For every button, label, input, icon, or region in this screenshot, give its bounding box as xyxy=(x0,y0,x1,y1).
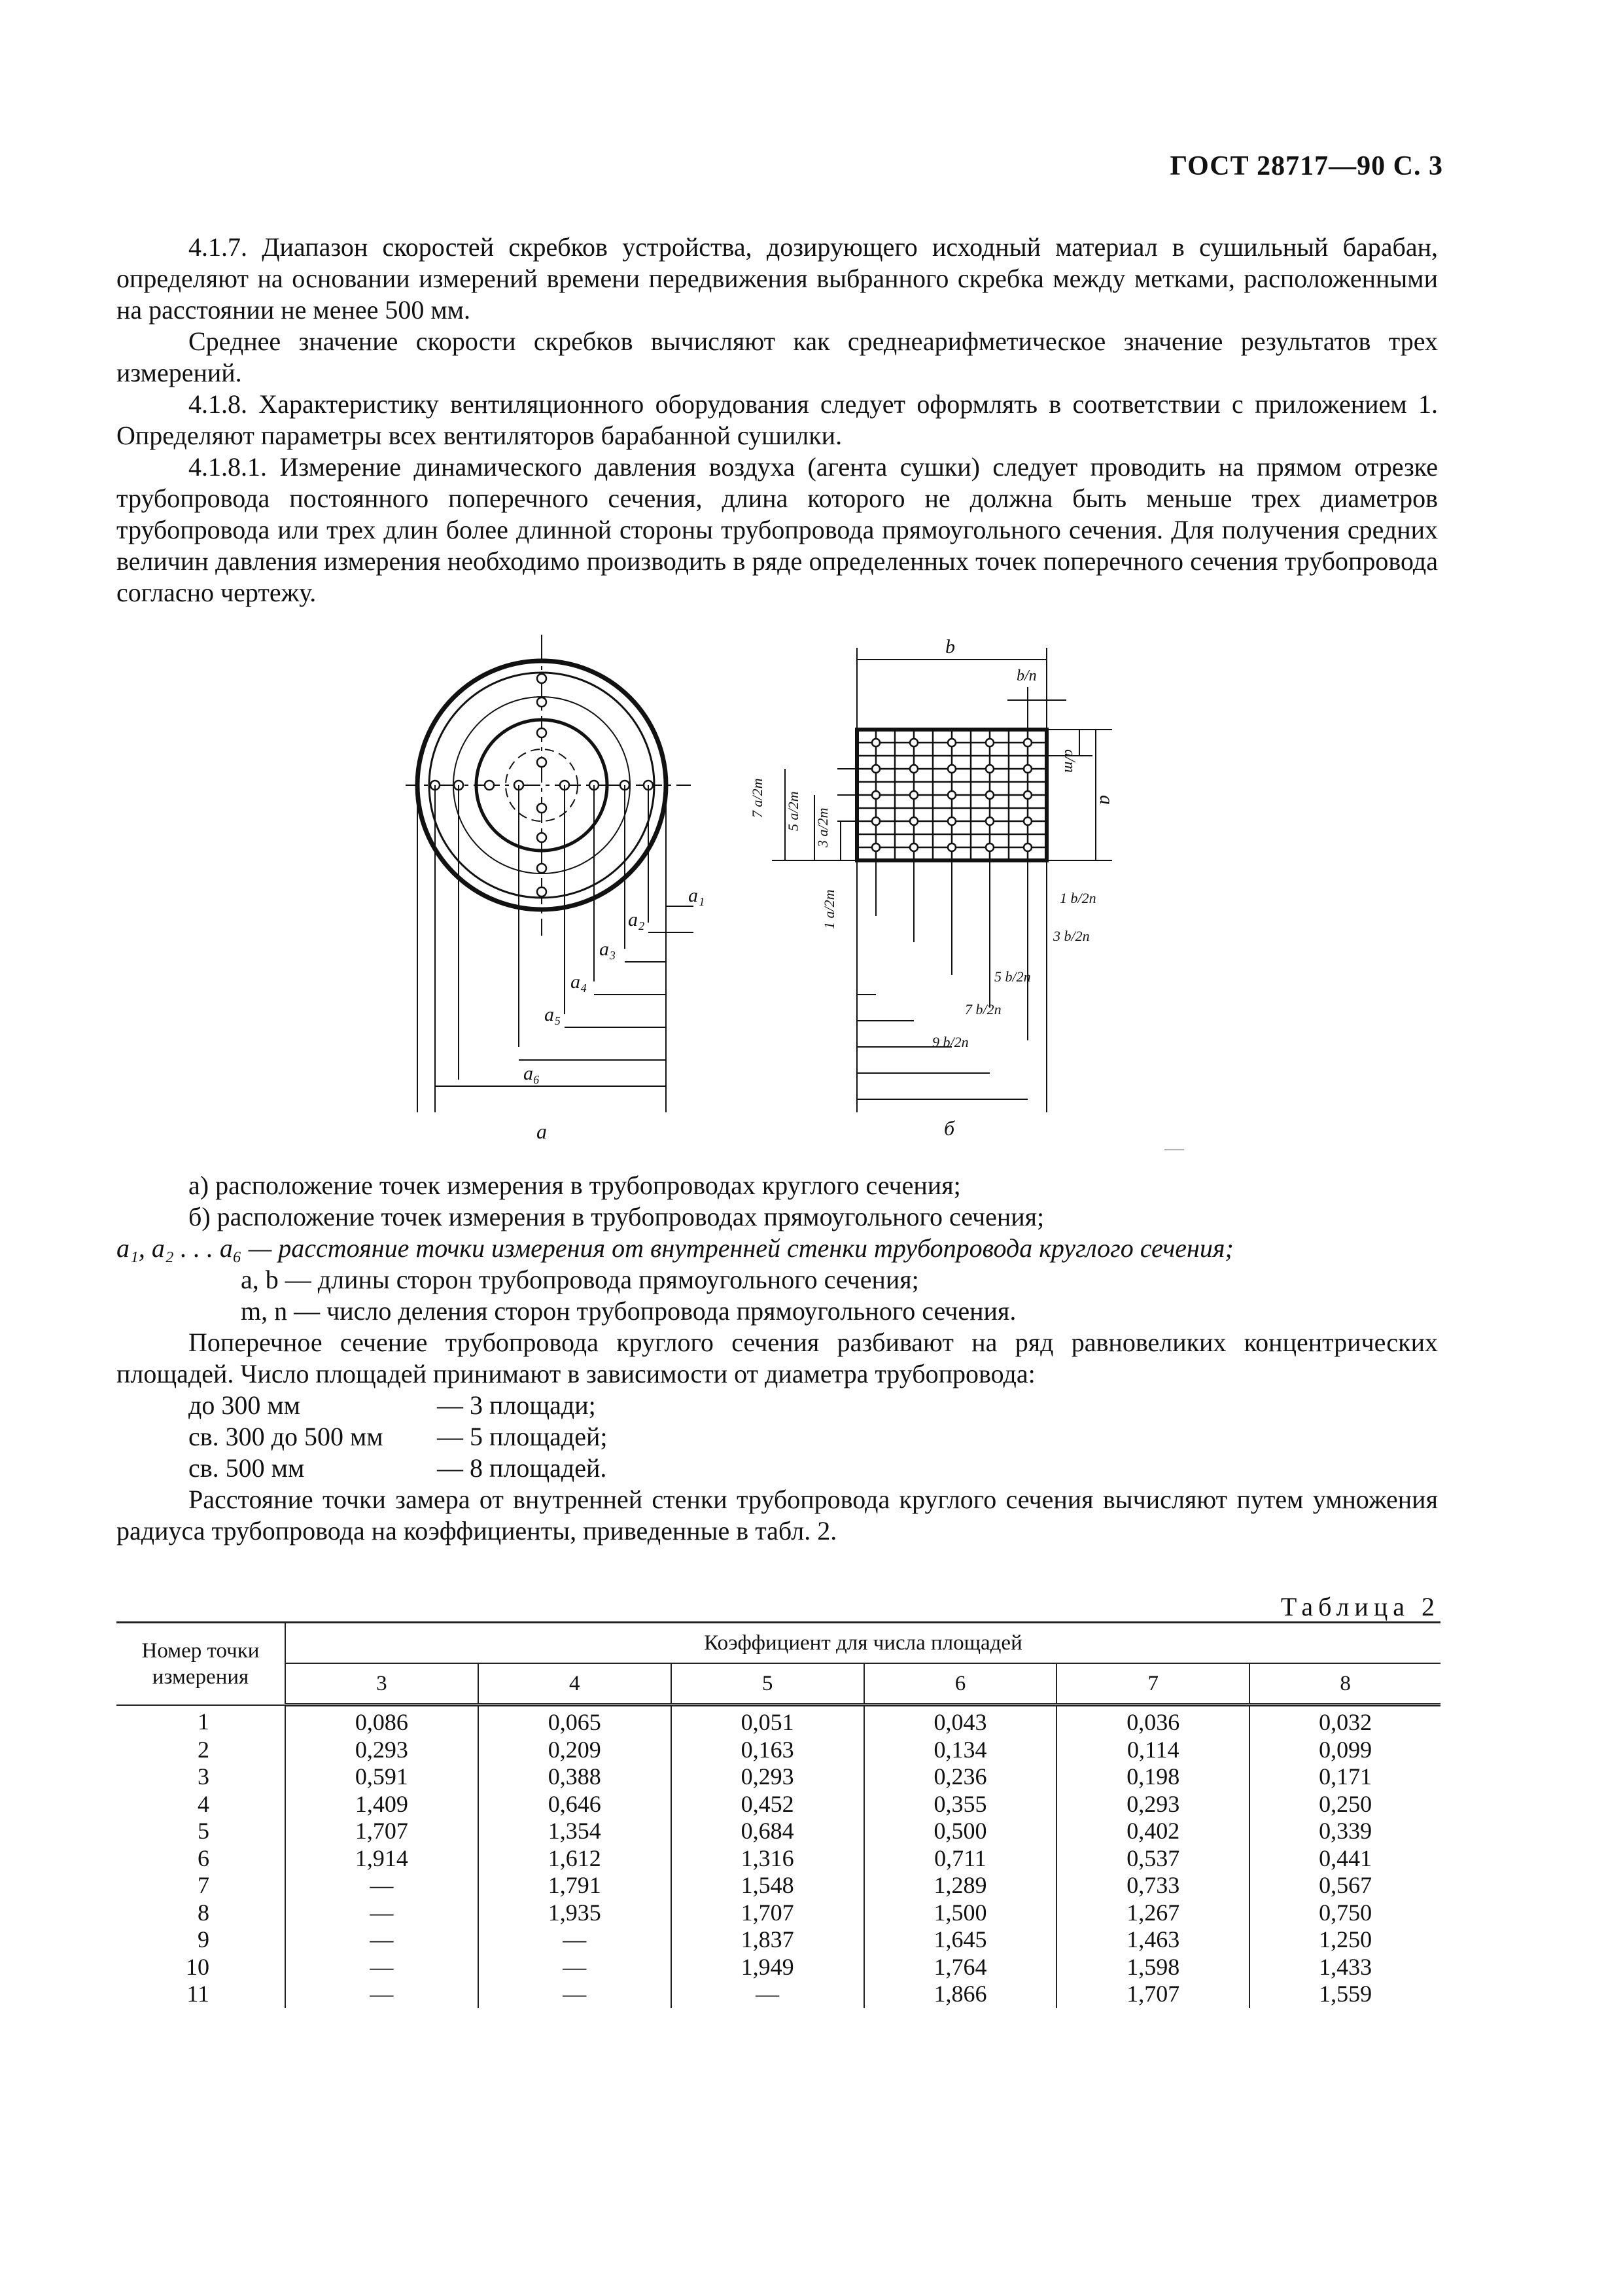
coefficient-cell: 0,388 xyxy=(478,1763,671,1791)
coefficient-cell: — xyxy=(478,1981,671,2008)
header-col: 6 xyxy=(864,1663,1057,1705)
legend-ab: a, b — длины сторон трубопровода прямоугольного сечения; xyxy=(241,1265,919,1294)
coefficient-cell: 1,764 xyxy=(864,1954,1057,1981)
coefficient-cell: 1,791 xyxy=(478,1872,671,1899)
coefficient-cell: 0,134 xyxy=(864,1737,1057,1764)
table-body xyxy=(116,1705,1440,2008)
table-row xyxy=(116,1818,1440,1845)
header-col: 7 xyxy=(1056,1663,1249,1705)
label-a: а xyxy=(536,1120,547,1143)
intro-text xyxy=(116,232,1438,609)
paragraph-4-1-8-1: 4.1.8.1. Измерение динамического давления воздуха (агента сушки) следует проводить на прямом отрезке трубопровода постоянного поперечного сечения, длина которого не должна быть меньше трех диаметров трубопровода или трех длин более длинной стороны трубопровода прямоугольного сечения. Для получения средних величин давления измерения необходимо производить в ряде определенных точек поперечного сечения трубопровода согласно чертежу. xyxy=(116,452,1438,607)
coefficient-cell: 0,537 xyxy=(1056,1845,1249,1873)
point-number-cell: 2 xyxy=(116,1737,285,1764)
coefficient-cell: 0,591 xyxy=(285,1763,478,1791)
coefficient-cell: — xyxy=(671,1981,864,2008)
coefficient-cell: 0,711 xyxy=(864,1845,1057,1873)
table-row xyxy=(116,1926,1440,1954)
label-5b-2n: 5 b/2n xyxy=(994,968,1031,985)
coefficients-table xyxy=(116,1621,1440,2008)
label-b: б xyxy=(944,1116,955,1140)
coefficient-cell: 0,452 xyxy=(671,1791,864,1818)
coefficient-cell: 1,645 xyxy=(864,1926,1057,1954)
label-top-b: b xyxy=(945,636,955,658)
coefficient-cell: 0,209 xyxy=(478,1737,671,1764)
coefficient-cell: 1,559 xyxy=(1249,1981,1440,2008)
coefficient-cell: 0,114 xyxy=(1056,1737,1249,1764)
table-row xyxy=(116,1737,1440,1764)
header-col: 5 xyxy=(671,1663,864,1705)
header-col: 3 xyxy=(285,1663,478,1705)
coefficient-cell: 0,043 xyxy=(864,1705,1057,1737)
rectangular-section xyxy=(749,636,1117,1140)
point-number-cell: 5 xyxy=(116,1818,285,1845)
label-a-over-m: a/m xyxy=(1061,749,1078,773)
coefficient-cell: — xyxy=(285,1926,478,1954)
label-1a-2m: 1 a/2m xyxy=(821,889,837,929)
measurement-points-drawing xyxy=(406,628,1191,1145)
header-coefficient-group: Коэффициент для числа площадей xyxy=(285,1623,1440,1664)
svg-text:a₅: a₅ xyxy=(544,1004,561,1025)
coefficient-cell: 0,733 xyxy=(1056,1872,1249,1899)
header-col: 8 xyxy=(1249,1663,1440,1705)
coefficient-cell: 0,293 xyxy=(1056,1791,1249,1818)
point-number-cell: 4 xyxy=(116,1791,285,1818)
table-row xyxy=(116,1763,1440,1791)
label-5a-2m: 5 a/2m xyxy=(785,791,801,831)
coefficient-cell: 0,441 xyxy=(1249,1845,1440,1873)
distance-paragraph-block xyxy=(116,1484,1438,1547)
coefficient-cell: 1,707 xyxy=(285,1818,478,1845)
coefficient-cell: 0,171 xyxy=(1249,1763,1440,1791)
label-1b-2n: 1 b/2n xyxy=(1060,890,1096,906)
legend xyxy=(116,1170,1438,1327)
coefficient-cell: 0,567 xyxy=(1249,1872,1440,1899)
coefficient-cell: 1,354 xyxy=(478,1818,671,1845)
coefficient-cell: 0,339 xyxy=(1249,1818,1440,1845)
paragraph-4-1-7: 4.1.7. Диапазон скоростей скребков устройства, дозирующего исходный материал в сушильный барабан, определяют на основании измерений времени передвижения выбранного скребка между метками, расположенными на расстоянии не менее 500 мм. xyxy=(116,232,1438,325)
circle-dimension-labels xyxy=(523,885,705,1084)
coefficient-cell: 0,646 xyxy=(478,1791,671,1818)
ranges-list xyxy=(188,1390,1510,1484)
coefficient-cell: 1,837 xyxy=(671,1926,864,1954)
coefficient-cell: 0,684 xyxy=(671,1818,864,1845)
coefficient-cell: 1,250 xyxy=(1249,1926,1440,1954)
split-paragraph-block xyxy=(116,1327,1438,1390)
paragraph-split: Поперечное сечение трубопровода круглого сечения разбивают на ряд равновеликих концентрических площадей. Число площадей принимают в зависимости от диаметра трубопровода: xyxy=(116,1328,1438,1388)
coefficient-cell: — xyxy=(478,1926,671,1954)
label-a1: a₁ xyxy=(688,885,705,906)
label-side-a: a xyxy=(1096,795,1117,805)
coefficient-cell: 1,289 xyxy=(864,1872,1057,1899)
coefficient-cell: 1,914 xyxy=(285,1845,478,1873)
header-col: 4 xyxy=(478,1663,671,1705)
circle-points xyxy=(430,674,653,896)
table-row xyxy=(116,1872,1440,1899)
coefficient-cell: 1,598 xyxy=(1056,1954,1249,1981)
point-number-cell: 9 xyxy=(116,1926,285,1954)
coefficient-cell: 1,612 xyxy=(478,1845,671,1873)
table-row xyxy=(116,1954,1440,1981)
table-title: Таблица 2 xyxy=(1280,1592,1440,1621)
coefficient-cell: 1,949 xyxy=(671,1954,864,1981)
coefficient-cell: — xyxy=(285,1899,478,1927)
coefficient-cell: 0,500 xyxy=(864,1818,1057,1845)
coefficient-cell: 0,293 xyxy=(671,1763,864,1791)
coefficient-cell: 1,500 xyxy=(864,1899,1057,1927)
coefficient-cell: — xyxy=(285,1981,478,2008)
page-header: ГОСТ 28717—90 С. 3 xyxy=(1170,151,1443,181)
coefficient-cell: — xyxy=(285,1872,478,1899)
coefficient-cell: 0,250 xyxy=(1249,1791,1440,1818)
label-7b-2n: 7 b/2n xyxy=(965,1001,1002,1017)
paragraph-mean-speed: Среднее значение скорости скребков вычисляют как среднеарифметическое значение результатов трех измерений. xyxy=(116,327,1438,387)
coefficient-cell: 0,051 xyxy=(671,1705,864,1737)
point-number-cell: 7 xyxy=(116,1872,285,1899)
coefficient-cell: 1,267 xyxy=(1056,1899,1249,1927)
point-number-cell: 8 xyxy=(116,1899,285,1927)
table-row xyxy=(116,1981,1440,2008)
coefficient-cell: 1,707 xyxy=(1056,1981,1249,2008)
table-row xyxy=(116,1705,1440,1737)
label-7a-2m: 7 a/2m xyxy=(749,778,765,818)
coefficient-cell: 1,463 xyxy=(1056,1926,1249,1954)
coefficient-cell: 0,355 xyxy=(864,1791,1057,1818)
coefficient-cell: 0,750 xyxy=(1249,1899,1440,1927)
coefficient-cell: 0,032 xyxy=(1249,1705,1440,1737)
range-row: св. 500 мм — 8 площадей. xyxy=(188,1453,607,1483)
coefficient-cell: 0,036 xyxy=(1056,1705,1249,1737)
coefficient-cell: 0,236 xyxy=(864,1763,1057,1791)
table-row xyxy=(116,1791,1440,1818)
coefficient-cell: 1,548 xyxy=(671,1872,864,1899)
coefficient-cell: 1,316 xyxy=(671,1845,864,1873)
coefficient-cell: 1,409 xyxy=(285,1791,478,1818)
legend-b: б) расположение точек измерения в трубопроводах прямоугольного сечения; xyxy=(188,1202,1045,1231)
coefficient-cell: 1,707 xyxy=(671,1899,864,1927)
coefficient-cell: — xyxy=(285,1954,478,1981)
label-9b-2n: 9 b/2n xyxy=(932,1034,969,1050)
point-number-cell: 6 xyxy=(116,1845,285,1873)
coefficient-cell: 0,402 xyxy=(1056,1818,1249,1845)
point-number-cell: 10 xyxy=(116,1954,285,1981)
table-row xyxy=(116,1845,1440,1873)
svg-text:a₃: a₃ xyxy=(599,938,616,960)
coefficient-cell: 1,866 xyxy=(864,1981,1057,2008)
coefficient-cell: 0,163 xyxy=(671,1737,864,1764)
header-point-number: Номер точки измерения xyxy=(116,1623,285,1705)
coefficient-cell: 1,433 xyxy=(1249,1954,1440,1981)
coefficient-cell: — xyxy=(478,1954,671,1981)
paragraph-distance: Расстояние точки замера от внутренней стенки трубопровода круглого сечения вычисляют путем умножения радиуса трубопровода на коэффициенты, приведенные в табл. 2. xyxy=(116,1485,1438,1545)
label-3a-2m: 3 a/2m xyxy=(814,807,831,847)
point-number-cell: 1 xyxy=(116,1705,285,1737)
label-b-over-n: b/n xyxy=(1017,667,1037,684)
coefficient-cell: 0,099 xyxy=(1249,1737,1440,1764)
coefficient-cell: 0,198 xyxy=(1056,1763,1249,1791)
label-3b-2n: 3 b/2n xyxy=(1053,928,1090,944)
coefficient-cell: 1,935 xyxy=(478,1899,671,1927)
legend-mn: m, n — число деления сторон трубопровода прямоугольного сечения. xyxy=(241,1296,1017,1326)
coefficient-cell: 0,086 xyxy=(285,1705,478,1737)
svg-text:a₄: a₄ xyxy=(570,971,587,993)
point-number-cell: 3 xyxy=(116,1763,285,1791)
range-row: св. 300 до 500 мм — 5 площадей; xyxy=(188,1422,608,1451)
stray-dash: — xyxy=(1164,1137,1184,1159)
coefficient-cell: 0,293 xyxy=(285,1737,478,1764)
table-row xyxy=(116,1899,1440,1927)
svg-text:a₂: a₂ xyxy=(628,909,645,930)
point-number-cell: 11 xyxy=(116,1981,285,2008)
legend-a: а) расположение точек измерения в трубопроводах круглого сечения; xyxy=(188,1171,961,1200)
paragraph-4-1-8: 4.1.8. Характеристику вентиляционного оборудования следует оформлять в соответствии с приложением 1. Определяют параметры всех вентиляторов барабанной сушилки. xyxy=(116,389,1438,450)
legend-a-list: a₁, a₂ . . . a₆ — расстояние точки измерения от внутренней стенки трубопровода круглого сечения; xyxy=(116,1233,1234,1263)
circle-dimension-lines xyxy=(417,785,693,1112)
range-row: до 300 мм — 3 площади; xyxy=(188,1390,596,1420)
svg-text:a₆: a₆ xyxy=(523,1063,540,1084)
coefficient-cell: 0,065 xyxy=(478,1705,671,1737)
